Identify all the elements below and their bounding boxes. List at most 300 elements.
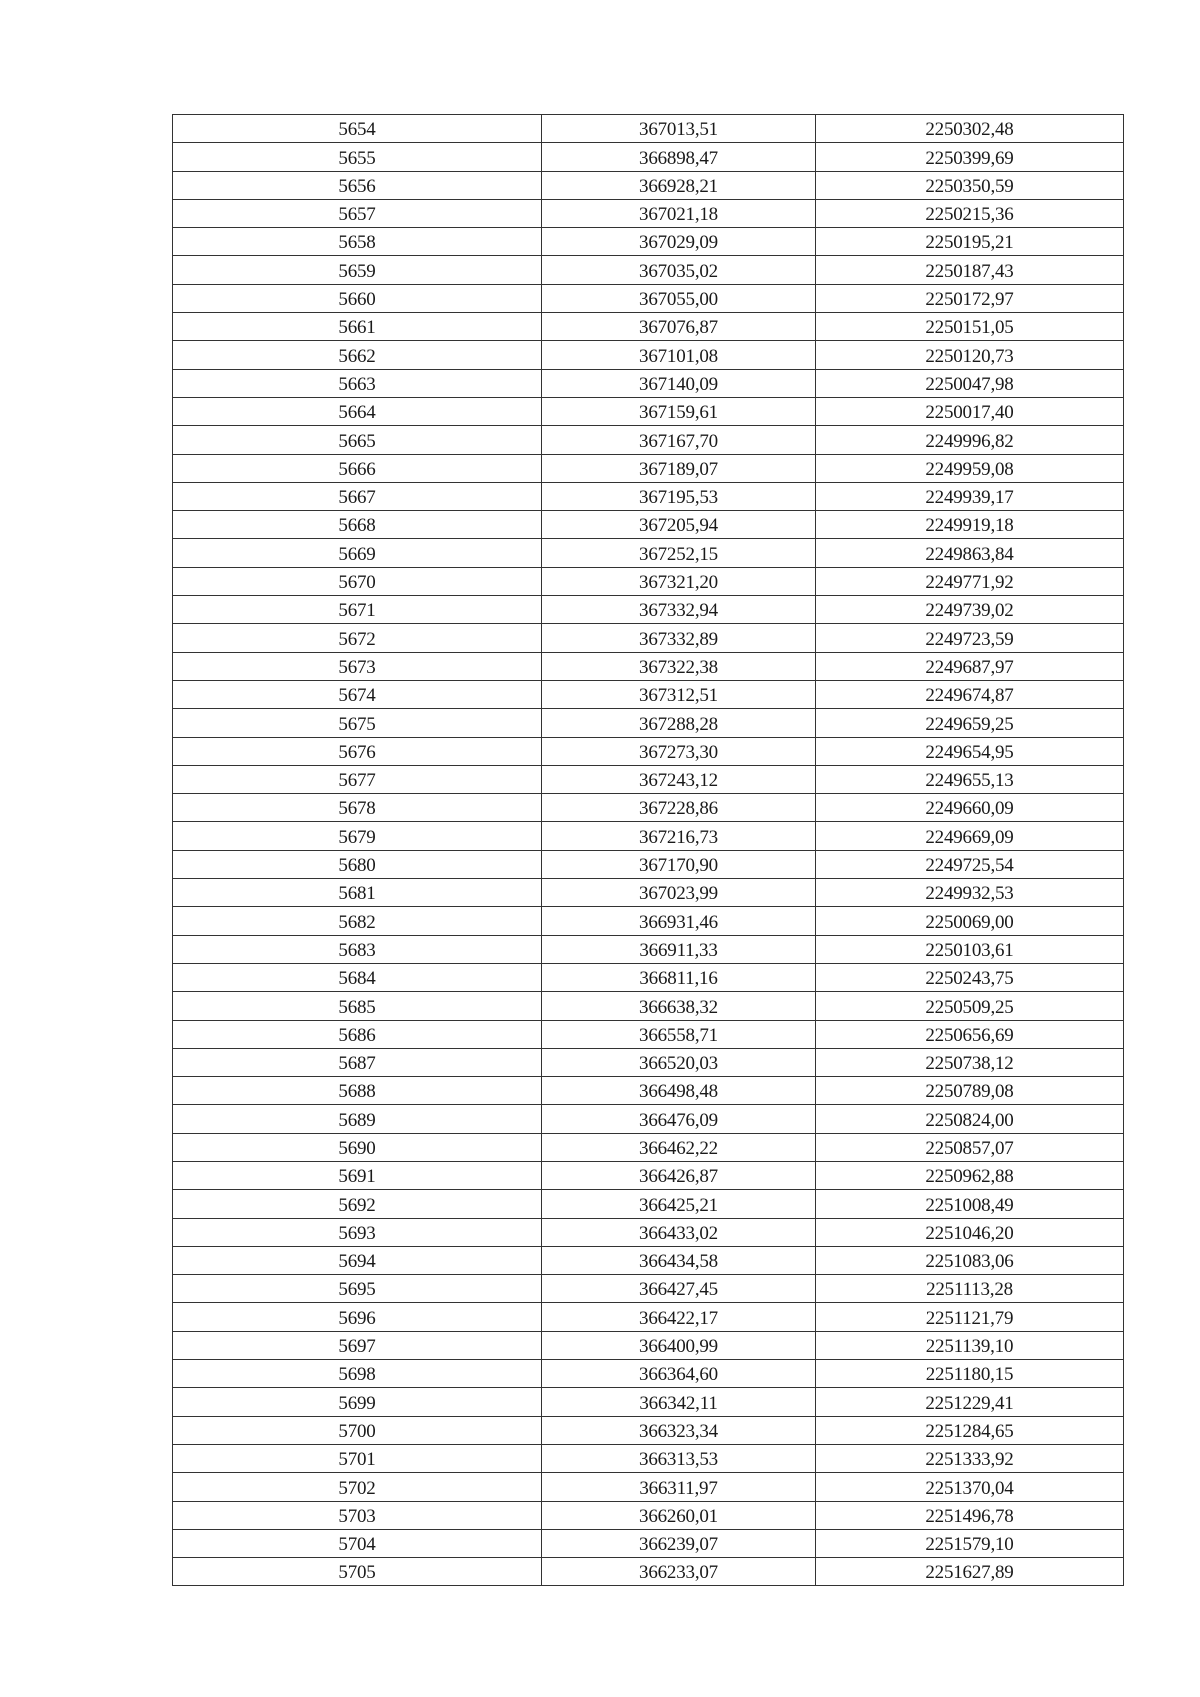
cell-text: 2250824,00 <box>925 1109 1014 1131</box>
x-coordinate-cell <box>542 1303 816 1331</box>
cell-text: 2251083,06 <box>925 1251 1014 1273</box>
y-coordinate-cell <box>816 709 1124 737</box>
x-coordinate-cell <box>542 426 816 454</box>
cell-text: 5684 <box>338 968 376 990</box>
table-row <box>173 1190 1124 1218</box>
table-row <box>173 482 1124 510</box>
table-row <box>173 794 1124 822</box>
cell-text: 366462,22 <box>639 1137 718 1159</box>
y-coordinate-cell <box>816 1331 1124 1359</box>
y-coordinate-cell <box>816 426 1124 454</box>
table-row <box>173 1048 1124 1076</box>
table-row <box>173 115 1124 143</box>
cell-text: 367312,51 <box>639 685 718 707</box>
x-coordinate-cell <box>542 1416 816 1444</box>
x-coordinate-cell <box>542 850 816 878</box>
x-coordinate-cell <box>542 596 816 624</box>
cell-text: 2251008,49 <box>925 1194 1014 1216</box>
y-coordinate-cell <box>816 1416 1124 1444</box>
cell-text: 367228,86 <box>639 798 718 820</box>
point-number-cell <box>173 511 542 539</box>
table-row <box>173 992 1124 1020</box>
point-number-cell <box>173 1444 542 1472</box>
x-coordinate-cell <box>542 1246 816 1274</box>
x-coordinate-cell <box>542 1558 816 1586</box>
cell-text: 5664 <box>338 402 376 424</box>
table-row <box>173 171 1124 199</box>
cell-text: 2250151,05 <box>925 317 1014 339</box>
y-coordinate-cell <box>816 1218 1124 1246</box>
table-row <box>173 765 1124 793</box>
point-number-cell <box>173 1105 542 1133</box>
cell-text: 5694 <box>338 1251 376 1273</box>
cell-text: 2250302,48 <box>925 119 1014 141</box>
cell-text: 5665 <box>338 430 376 452</box>
cell-text: 2249996,82 <box>925 430 1014 452</box>
point-number-cell <box>173 482 542 510</box>
point-number-cell <box>173 1529 542 1557</box>
y-coordinate-cell <box>816 794 1124 822</box>
table-row <box>173 737 1124 765</box>
cell-text: 2251121,79 <box>925 1307 1014 1329</box>
cell-text: 2250017,40 <box>925 402 1014 424</box>
cell-text: 5697 <box>338 1336 376 1358</box>
cell-text: 367101,08 <box>639 345 718 367</box>
y-coordinate-cell <box>816 1077 1124 1105</box>
y-coordinate-cell <box>816 313 1124 341</box>
cell-text: 366911,33 <box>639 939 718 961</box>
y-coordinate-cell <box>816 1444 1124 1472</box>
x-coordinate-cell <box>542 511 816 539</box>
y-coordinate-cell <box>816 1473 1124 1501</box>
y-coordinate-cell <box>816 935 1124 963</box>
point-number-cell <box>173 1360 542 1388</box>
y-coordinate-cell <box>816 1190 1124 1218</box>
point-number-cell <box>173 1161 542 1189</box>
cell-text: 5679 <box>338 826 376 848</box>
point-number-cell <box>173 1275 542 1303</box>
cell-text: 5687 <box>338 1053 376 1075</box>
cell-text: 366476,09 <box>639 1109 718 1131</box>
cell-text: 366520,03 <box>639 1053 718 1075</box>
cell-text: 2249669,09 <box>925 826 1014 848</box>
point-number-cell <box>173 1246 542 1274</box>
x-coordinate-cell <box>542 963 816 991</box>
cell-text: 2249674,87 <box>925 685 1014 707</box>
x-coordinate-cell <box>542 935 816 963</box>
cell-text: 2251229,41 <box>925 1392 1014 1414</box>
point-number-cell <box>173 1303 542 1331</box>
table-row <box>173 397 1124 425</box>
x-coordinate-cell <box>542 341 816 369</box>
table-row <box>173 624 1124 652</box>
cell-text: 366898,47 <box>639 147 718 169</box>
cell-text: 5677 <box>338 770 376 792</box>
y-coordinate-cell <box>816 1133 1124 1161</box>
point-number-cell <box>173 1388 542 1416</box>
cell-text: 366558,71 <box>639 1024 718 1046</box>
cell-text: 5691 <box>338 1166 376 1188</box>
x-coordinate-cell <box>542 794 816 822</box>
cell-text: 2250738,12 <box>925 1053 1014 1075</box>
point-number-cell <box>173 256 542 284</box>
cell-text: 2250069,00 <box>925 911 1014 933</box>
y-coordinate-cell <box>816 963 1124 991</box>
cell-text: 366342,11 <box>639 1392 718 1414</box>
y-coordinate-cell <box>816 1020 1124 1048</box>
y-coordinate-cell <box>816 1388 1124 1416</box>
point-number-cell <box>173 652 542 680</box>
cell-text: 366233,07 <box>639 1562 718 1584</box>
cell-text: 367243,12 <box>639 770 718 792</box>
cell-text: 5667 <box>338 487 376 509</box>
cell-text: 5669 <box>338 543 376 565</box>
cell-text: 5698 <box>338 1364 376 1386</box>
cell-text: 5700 <box>338 1420 376 1442</box>
point-number-cell <box>173 822 542 850</box>
cell-text: 367216,73 <box>639 826 718 848</box>
table-row <box>173 341 1124 369</box>
point-number-cell <box>173 1190 542 1218</box>
cell-text: 367195,53 <box>639 487 718 509</box>
y-coordinate-cell <box>816 1529 1124 1557</box>
cell-text: 5683 <box>338 939 376 961</box>
point-number-cell <box>173 963 542 991</box>
cell-text: 2250656,69 <box>925 1024 1014 1046</box>
y-coordinate-cell <box>816 624 1124 652</box>
point-number-cell <box>173 1501 542 1529</box>
x-coordinate-cell <box>542 822 816 850</box>
table-row <box>173 511 1124 539</box>
point-number-cell <box>173 794 542 822</box>
x-coordinate-cell <box>542 115 816 143</box>
cell-text: 5658 <box>338 232 376 254</box>
cell-text: 5674 <box>338 685 376 707</box>
cell-text: 2249659,25 <box>925 713 1014 735</box>
cell-text: 366433,02 <box>639 1222 718 1244</box>
table-row <box>173 879 1124 907</box>
cell-text: 367076,87 <box>639 317 718 339</box>
y-coordinate-cell <box>816 228 1124 256</box>
cell-text: 5663 <box>338 373 376 395</box>
cell-text: 2250120,73 <box>925 345 1014 367</box>
table-row <box>173 426 1124 454</box>
cell-text: 366426,87 <box>639 1166 718 1188</box>
cell-text: 5702 <box>338 1477 376 1499</box>
cell-text: 366638,32 <box>639 996 718 1018</box>
y-coordinate-cell <box>816 850 1124 878</box>
x-coordinate-cell <box>542 624 816 652</box>
x-coordinate-cell <box>542 1020 816 1048</box>
cell-text: 2250350,59 <box>925 175 1014 197</box>
y-coordinate-cell <box>816 879 1124 907</box>
cell-text: 5659 <box>338 260 376 282</box>
cell-text: 2249771,92 <box>925 572 1014 594</box>
table-row <box>173 1275 1124 1303</box>
point-number-cell <box>173 228 542 256</box>
table-row <box>173 1360 1124 1388</box>
cell-text: 5704 <box>338 1534 376 1556</box>
point-number-cell <box>173 171 542 199</box>
cell-text: 2249687,97 <box>925 656 1014 678</box>
cell-text: 2249959,08 <box>925 458 1014 480</box>
cell-text: 367332,94 <box>639 600 718 622</box>
cell-text: 366811,16 <box>639 968 718 990</box>
point-number-cell <box>173 1133 542 1161</box>
table-row <box>173 1416 1124 1444</box>
y-coordinate-cell <box>816 1501 1124 1529</box>
point-number-cell <box>173 1077 542 1105</box>
y-coordinate-cell <box>816 143 1124 171</box>
cell-text: 5686 <box>338 1024 376 1046</box>
x-coordinate-cell <box>542 199 816 227</box>
x-coordinate-cell <box>542 1501 816 1529</box>
cell-text: 5678 <box>338 798 376 820</box>
x-coordinate-cell <box>542 879 816 907</box>
cell-text: 367013,51 <box>639 119 718 141</box>
cell-text: 2249919,18 <box>925 515 1014 537</box>
y-coordinate-cell <box>816 1303 1124 1331</box>
point-number-cell <box>173 199 542 227</box>
cell-text: 366928,21 <box>639 175 718 197</box>
cell-text: 5696 <box>338 1307 376 1329</box>
cell-text: 2251139,10 <box>925 1336 1014 1358</box>
y-coordinate-cell <box>816 397 1124 425</box>
point-number-cell <box>173 624 542 652</box>
y-coordinate-cell <box>816 482 1124 510</box>
y-coordinate-cell <box>816 596 1124 624</box>
cell-text: 5680 <box>338 855 376 877</box>
cell-text: 2250243,75 <box>925 968 1014 990</box>
cell-text: 5699 <box>338 1392 376 1414</box>
cell-text: 5703 <box>338 1505 376 1527</box>
table-row <box>173 680 1124 708</box>
table-row <box>173 1558 1124 1586</box>
cell-text: 2251579,10 <box>925 1534 1014 1556</box>
point-number-cell <box>173 341 542 369</box>
cell-text: 2249863,84 <box>925 543 1014 565</box>
y-coordinate-cell <box>816 256 1124 284</box>
x-coordinate-cell <box>542 228 816 256</box>
cell-text: 5661 <box>338 317 376 339</box>
cell-text: 5692 <box>338 1194 376 1216</box>
x-coordinate-cell <box>542 454 816 482</box>
cell-text: 5668 <box>338 515 376 537</box>
cell-text: 367055,00 <box>639 289 718 311</box>
cell-text: 367321,20 <box>639 572 718 594</box>
x-coordinate-cell <box>542 1218 816 1246</box>
table-row <box>173 709 1124 737</box>
table-row <box>173 313 1124 341</box>
cell-text: 367167,70 <box>639 430 718 452</box>
x-coordinate-cell <box>542 1190 816 1218</box>
y-coordinate-cell <box>816 907 1124 935</box>
y-coordinate-cell <box>816 1558 1124 1586</box>
cell-text: 5656 <box>338 175 376 197</box>
point-number-cell <box>173 992 542 1020</box>
y-coordinate-cell <box>816 171 1124 199</box>
y-coordinate-cell <box>816 737 1124 765</box>
cell-text: 5673 <box>338 656 376 678</box>
cell-text: 5693 <box>338 1222 376 1244</box>
y-coordinate-cell <box>816 765 1124 793</box>
x-coordinate-cell <box>542 1360 816 1388</box>
cell-text: 5655 <box>338 147 376 169</box>
point-number-cell <box>173 879 542 907</box>
point-number-cell <box>173 1416 542 1444</box>
cell-text: 5689 <box>338 1109 376 1131</box>
cell-text: 2249939,17 <box>925 487 1014 509</box>
table-row <box>173 454 1124 482</box>
cell-text: 5670 <box>338 572 376 594</box>
table-row <box>173 1133 1124 1161</box>
cell-text: 5654 <box>338 119 376 141</box>
table-row <box>173 369 1124 397</box>
x-coordinate-cell <box>542 256 816 284</box>
cell-text: 5671 <box>338 600 376 622</box>
table-row <box>173 907 1124 935</box>
cell-text: 367273,30 <box>639 741 718 763</box>
y-coordinate-cell <box>816 539 1124 567</box>
point-number-cell <box>173 596 542 624</box>
cell-text: 366427,45 <box>639 1279 718 1301</box>
cell-text: 366311,97 <box>639 1477 718 1499</box>
cell-text: 367023,99 <box>639 883 718 905</box>
cell-text: 367205,94 <box>639 515 718 537</box>
coordinate-table <box>172 114 1124 1586</box>
table-row <box>173 1529 1124 1557</box>
x-coordinate-cell <box>542 1048 816 1076</box>
y-coordinate-cell <box>816 369 1124 397</box>
x-coordinate-cell <box>542 567 816 595</box>
cell-text: 2250187,43 <box>925 260 1014 282</box>
cell-text: 366498,48 <box>639 1081 718 1103</box>
cell-text: 367140,09 <box>639 373 718 395</box>
y-coordinate-cell <box>816 1246 1124 1274</box>
table-row <box>173 1473 1124 1501</box>
x-coordinate-cell <box>542 1161 816 1189</box>
point-number-cell <box>173 284 542 312</box>
cell-text: 2251180,15 <box>925 1364 1014 1386</box>
point-number-cell <box>173 1558 542 1586</box>
table-row <box>173 199 1124 227</box>
cell-text: 367035,02 <box>639 260 718 282</box>
table-row <box>173 1246 1124 1274</box>
table-row <box>173 1331 1124 1359</box>
point-number-cell <box>173 709 542 737</box>
table-row <box>173 228 1124 256</box>
x-coordinate-cell <box>542 1473 816 1501</box>
coordinate-table-body <box>173 115 1124 1586</box>
x-coordinate-cell <box>542 652 816 680</box>
x-coordinate-cell <box>542 1275 816 1303</box>
cell-text: 2249723,59 <box>925 628 1014 650</box>
point-number-cell <box>173 1048 542 1076</box>
table-row <box>173 1303 1124 1331</box>
x-coordinate-cell <box>542 992 816 1020</box>
x-coordinate-cell <box>542 284 816 312</box>
y-coordinate-cell <box>816 652 1124 680</box>
y-coordinate-cell <box>816 822 1124 850</box>
cell-text: 367252,15 <box>639 543 718 565</box>
y-coordinate-cell <box>816 1105 1124 1133</box>
cell-text: 2249739,02 <box>925 600 1014 622</box>
cell-text: 5681 <box>338 883 376 905</box>
cell-text: 5666 <box>338 458 376 480</box>
x-coordinate-cell <box>542 1444 816 1472</box>
cell-text: 2250509,25 <box>925 996 1014 1018</box>
point-number-cell <box>173 737 542 765</box>
point-number-cell <box>173 539 542 567</box>
y-coordinate-cell <box>816 567 1124 595</box>
y-coordinate-cell <box>816 341 1124 369</box>
cell-text: 5675 <box>338 713 376 735</box>
cell-text: 366323,34 <box>639 1420 718 1442</box>
cell-text: 5688 <box>338 1081 376 1103</box>
x-coordinate-cell <box>542 1077 816 1105</box>
x-coordinate-cell <box>542 1529 816 1557</box>
table-row <box>173 1388 1124 1416</box>
y-coordinate-cell <box>816 199 1124 227</box>
cell-text: 367021,18 <box>639 204 718 226</box>
cell-text: 366260,01 <box>639 1505 718 1527</box>
point-number-cell <box>173 680 542 708</box>
table-row <box>173 596 1124 624</box>
cell-text: 367189,07 <box>639 458 718 480</box>
x-coordinate-cell <box>542 171 816 199</box>
point-number-cell <box>173 935 542 963</box>
table-row <box>173 567 1124 595</box>
cell-text: 2249725,54 <box>925 855 1014 877</box>
x-coordinate-cell <box>542 709 816 737</box>
y-coordinate-cell <box>816 1360 1124 1388</box>
table-row <box>173 1020 1124 1048</box>
cell-text: 2250857,07 <box>925 1137 1014 1159</box>
cell-text: 366364,60 <box>639 1364 718 1386</box>
y-coordinate-cell <box>816 284 1124 312</box>
point-number-cell <box>173 143 542 171</box>
cell-text: 2251496,78 <box>925 1505 1014 1527</box>
cell-text: 367159,61 <box>639 402 718 424</box>
table-row <box>173 1501 1124 1529</box>
cell-text: 2249932,53 <box>925 883 1014 905</box>
x-coordinate-cell <box>542 680 816 708</box>
cell-text: 2249655,13 <box>925 770 1014 792</box>
cell-text: 5685 <box>338 996 376 1018</box>
table-row <box>173 822 1124 850</box>
cell-text: 366434,58 <box>639 1251 718 1273</box>
cell-text: 367322,38 <box>639 656 718 678</box>
table-row <box>173 1218 1124 1246</box>
cell-text: 367332,89 <box>639 628 718 650</box>
x-coordinate-cell <box>542 737 816 765</box>
cell-text: 366313,53 <box>639 1449 718 1471</box>
table-row <box>173 284 1124 312</box>
cell-text: 5690 <box>338 1137 376 1159</box>
cell-text: 2250962,88 <box>925 1166 1014 1188</box>
y-coordinate-cell <box>816 992 1124 1020</box>
cell-text: 2250172,97 <box>925 289 1014 311</box>
x-coordinate-cell <box>542 1105 816 1133</box>
cell-text: 367288,28 <box>639 713 718 735</box>
cell-text: 5662 <box>338 345 376 367</box>
cell-text: 5701 <box>338 1449 376 1471</box>
x-coordinate-cell <box>542 1133 816 1161</box>
y-coordinate-cell <box>816 454 1124 482</box>
x-coordinate-cell <box>542 1331 816 1359</box>
x-coordinate-cell <box>542 313 816 341</box>
table-row <box>173 1077 1124 1105</box>
